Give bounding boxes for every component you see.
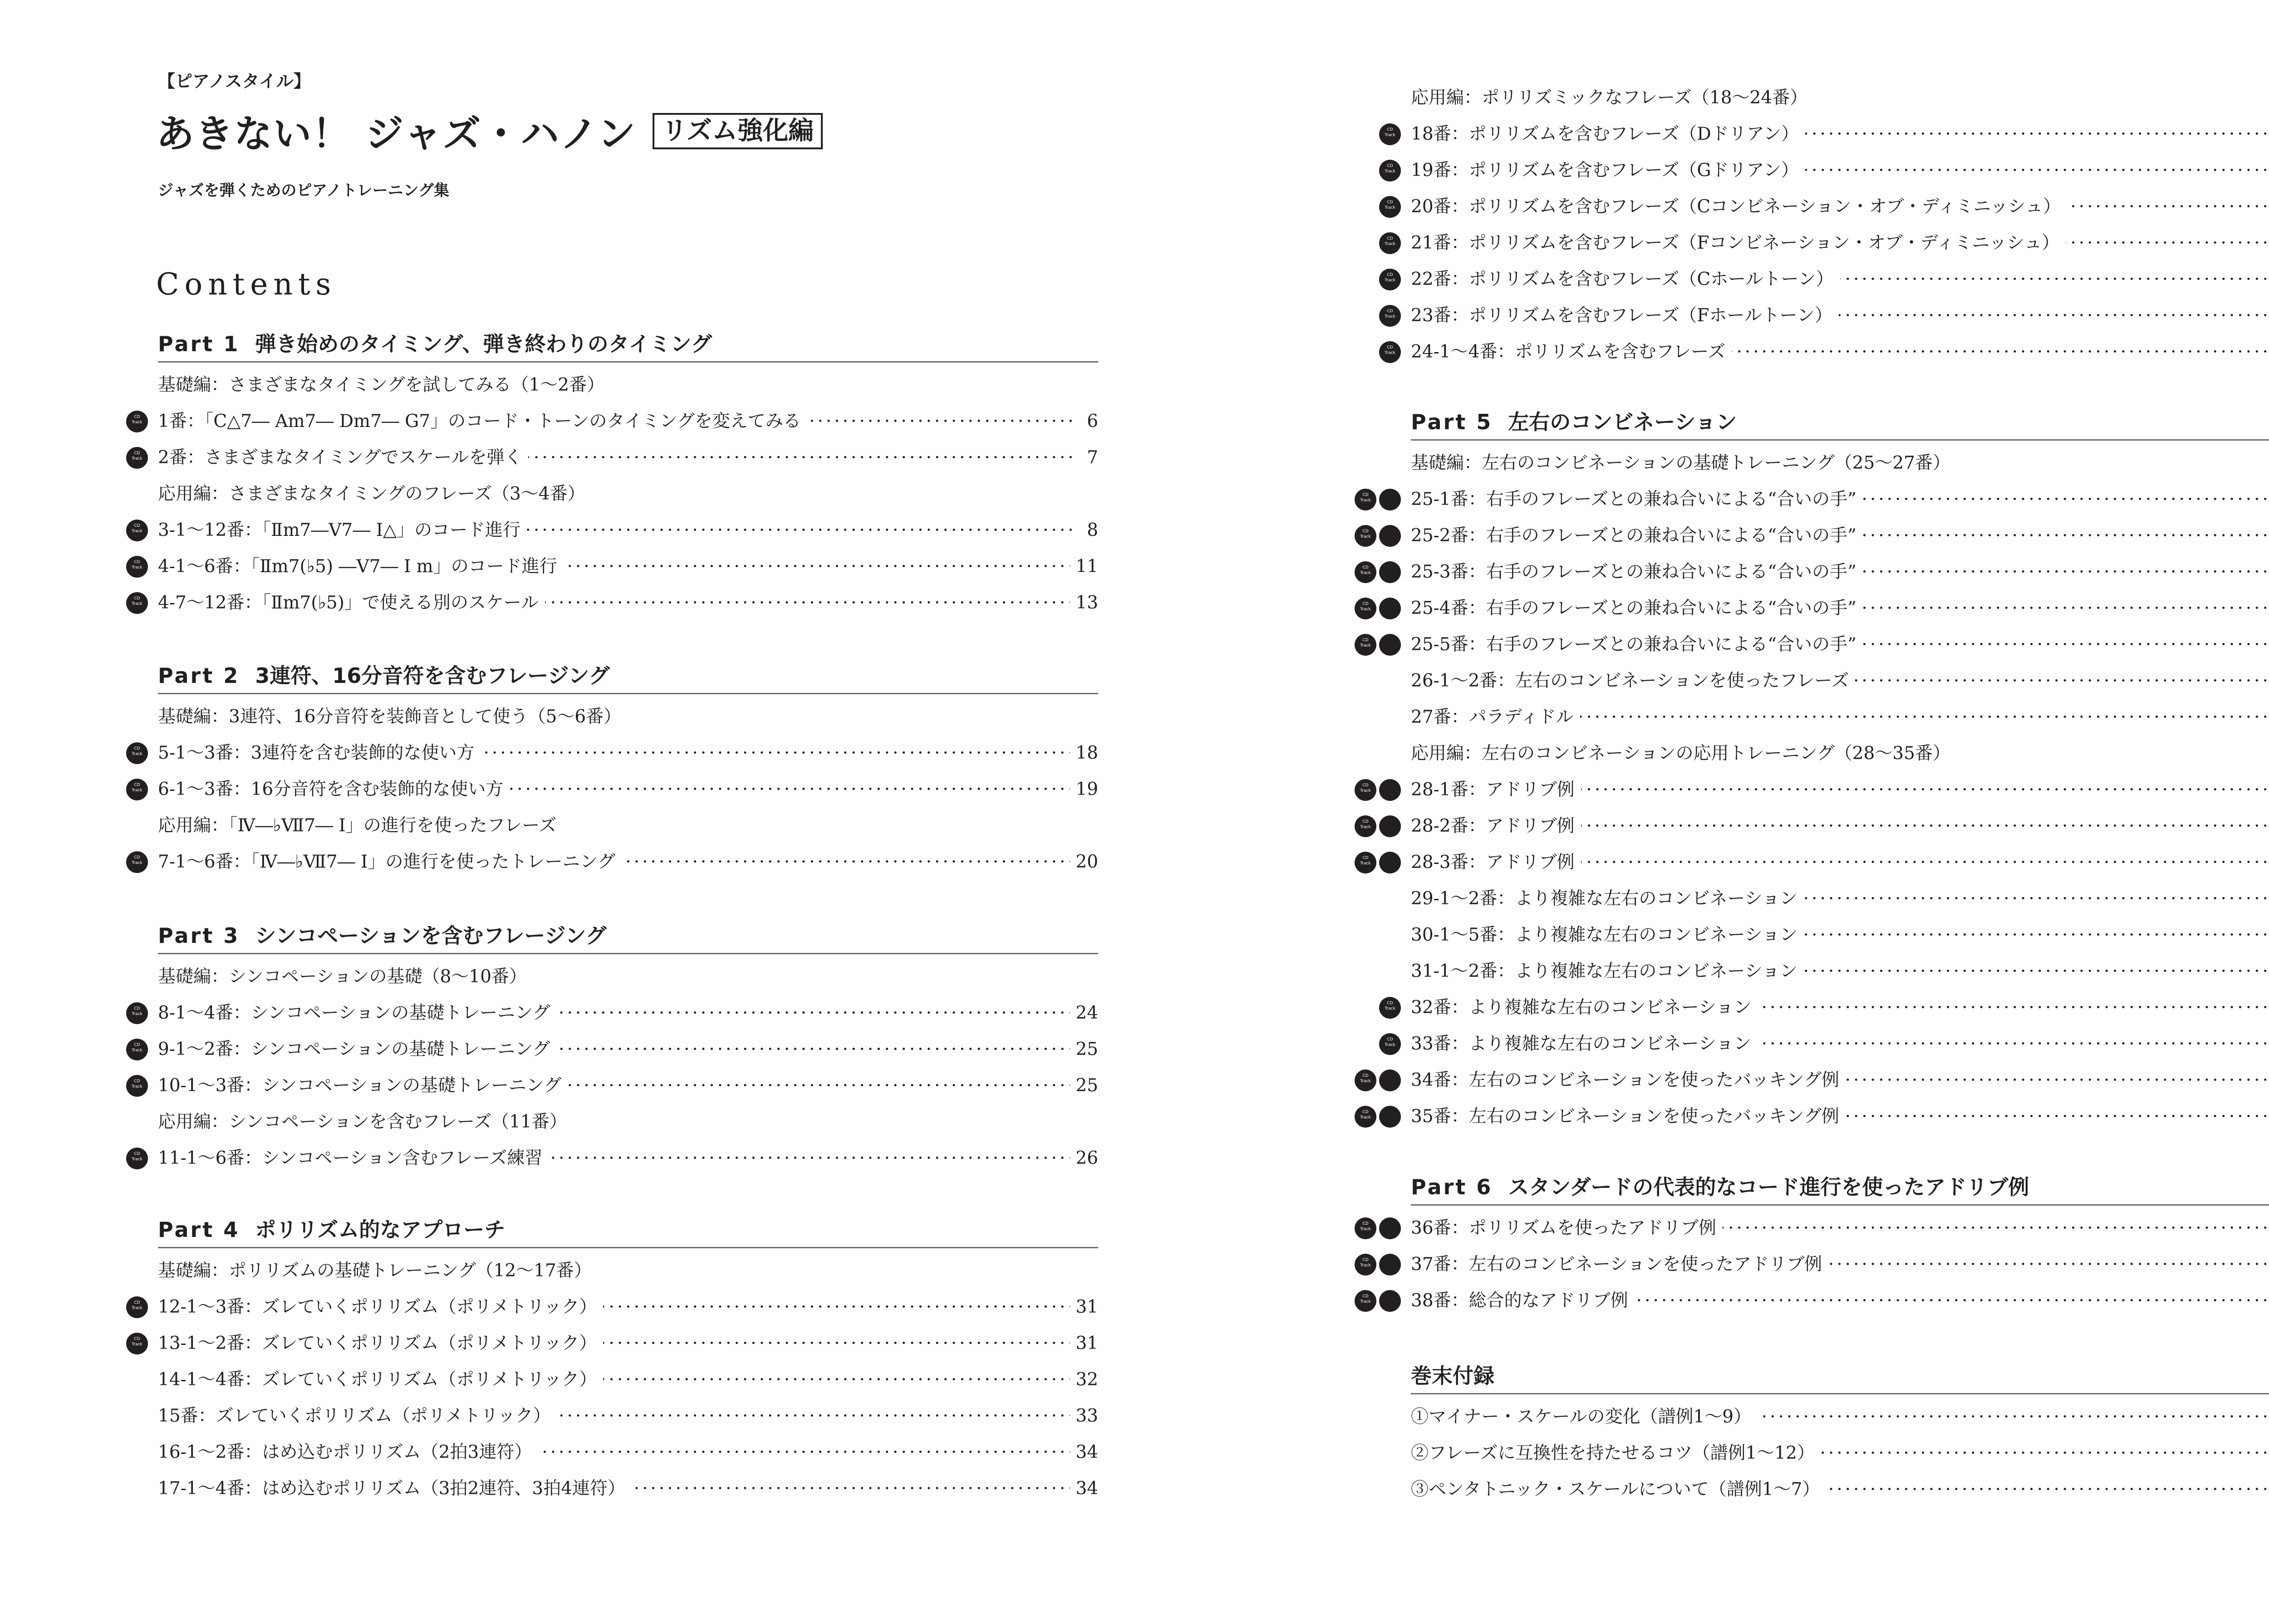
cd-track-icon [126,556,148,578]
toc-entry[interactable]: CD Track 1番：「C△7― Am7― Dm7― G7」のコード・トーンのタイミングを変えてみる ····· 6 [158,403,1098,440]
toc-subheading: 応用編：シンコペーションを含むフレーズ（11番） [158,1112,567,1132]
toc-list [158,959,1098,1177]
toc-entry[interactable]: CD Track 9-1〜2番：シンコペーションの基礎トレーニング ····· 25 [158,1031,1098,1068]
toc-entry[interactable]: 31-1〜2番：より複雑な左右のコンビネーション ····· [1411,953,2269,990]
toc-entry[interactable]: CD Track 25-1番：右手のフレーズとの兼ね合いによる“合いの手” ····· [1411,481,2269,518]
toc-entry[interactable]: 14-1〜4番：ズレていくポリリズム（ポリメトリック） ····· 32 [158,1362,1098,1398]
cd-track-icon [126,411,148,432]
cd-track-icon [1355,815,1376,837]
part-title: シンコペーションを含むフレージング [255,923,607,948]
page-number: 25 [1070,1068,1098,1104]
appendix-title: 巻末付録 [1411,1364,1494,1388]
page-number: 26 [1070,1140,1098,1177]
part-number: Part 3 [158,923,240,948]
cd-track-icon [1355,1070,1376,1091]
title-row [156,103,823,158]
cd-track-icon [126,520,148,541]
toc-entry[interactable]: CD Track 21番：ポリリズムを含むフレーズ（Fコンビネーション・オブ・ディミニッシュ） ····· [1411,225,2269,261]
toc-entry[interactable]: CD Track 25-5番：右手のフレーズとの兼ね合いによる“合いの手” ····· [1411,627,2269,663]
appendix-section [1411,1361,2269,1508]
toc-entry[interactable]: 15番：ズレていくポリリズム（ポリメトリック） ····· 33 [158,1398,1098,1434]
right-page [1217,0,2269,1624]
toc-subheading: 応用編：ポリリズミックなフレーズ（18〜24番） [1411,88,1808,108]
toc-entry[interactable]: CD Track 12-1〜3番：ズレていくポリリズム（ポリメトリック） ····· 31 [158,1289,1098,1325]
toc-list [158,1253,1098,1507]
cd-track-icon [126,1148,148,1169]
toc-entry[interactable]: CD Track 25-3番：右手のフレーズとの兼ね合いによる“合いの手” ····· [1411,554,2269,590]
toc-entry[interactable]: CD Track 6-1〜3番：16分音符を含む装飾的な使い方 ····· 19 [158,771,1098,808]
toc-subheading: 基礎編：さまざまなタイミングを試してみる（1〜2番） [158,375,605,395]
cd-track-icon [1355,779,1376,801]
part3-section [158,921,1098,1177]
cd-track-icon [1355,1290,1376,1312]
part1-section [158,329,1098,621]
appendix-heading [1411,1361,2269,1394]
part-number: Part 6 [1411,1175,1493,1199]
part-title: ポリリズム的なアプローチ [255,1217,506,1242]
page-number: 33 [1070,1398,1098,1434]
toc-entry[interactable]: CD Track 23番：ポリリズムを含むフレーズ（Fホールトーン） ····· [1411,298,2269,334]
part-number: Part 1 [158,332,240,356]
toc-entry[interactable]: 26-1〜2番：左右のコンビネーションを使ったフレーズ ····· [1411,663,2269,699]
page-number: 13 [1070,585,1098,621]
book-title: あきない！ ジャズ・ハノン [156,112,637,156]
toc-subheading: 基礎編：左右のコンビネーションの基礎トレーニング（25〜27番） [1411,453,1950,473]
toc-entry[interactable]: 17-1〜4番：はめ込むポリリズム（3拍2連符、3拍4連符） ····· 34 [158,1471,1098,1507]
part-heading [158,1215,1098,1248]
toc-list [1411,1399,2269,1508]
toc-subheading: 応用編：「Ⅳ―♭Ⅶ7― I」の進行を使ったフレーズ [158,815,557,836]
cd-track-icon [1355,489,1376,510]
part-title: 左右のコンビネーション [1508,410,1737,434]
cd-track-icon [1379,1033,1401,1055]
toc-entry[interactable]: 29-1〜2番：より複雑な左右のコンビネーション ····· [1411,881,2269,917]
cd-track-icon [126,592,148,614]
toc-list [158,367,1098,621]
part-heading [158,661,1098,694]
cd-track-icon [126,742,148,764]
toc-entry[interactable]: CD Track 4-7〜12番：「Ⅱm7(♭5)」で使える別のスケール ····· 13 [158,585,1098,621]
toc-entry[interactable]: ②フレーズに互換性を持たせるコツ（譜例1〜12） ····· [1411,1435,2269,1472]
cd-track-icon [1379,123,1401,145]
toc-entry[interactable]: CD Track 35番：左右のコンビネーションを使ったバッキング例 ····· [1411,1099,2269,1135]
toc-entry[interactable]: CD Track 37番：左右のコンビネーションを使ったアドリブ例 ····· [1411,1246,2269,1283]
cd-track-icon [126,1002,148,1024]
cd-track-icon [1355,525,1376,547]
cd-track-icon [126,851,148,873]
page-number: 34 [1070,1434,1098,1471]
page-number: 20 [1070,844,1098,880]
toc-entry[interactable]: CD Track 13-1〜2番：ズレていくポリリズム（ポリメトリック） ····· 31 [158,1325,1098,1362]
cd-track-icon [126,779,148,800]
toc-entry[interactable]: ③ペンタトニック・スケールについて（譜例1〜7） ····· [1411,1472,2269,1508]
cd-track-icon [1379,196,1401,218]
part-heading [158,921,1098,954]
toc-entry[interactable]: 27番：パラディドル ····· [1411,699,2269,736]
page-number: 25 [1070,1031,1098,1068]
cd-track-icon [1379,997,1401,1019]
part-number: Part 4 [158,1217,240,1242]
part-number: Part 2 [158,663,240,688]
page-number: 24 [1070,995,1098,1031]
cd-track-icon [1355,598,1376,619]
cd-track-icon [1355,634,1376,656]
left-page [0,0,1134,1624]
edition-badge: リズム強化編 [653,113,823,149]
toc-entry[interactable]: 16-1〜2番：はめ込むポリリズム（2拍3連符） ····· 34 [158,1434,1098,1471]
toc-entry[interactable]: CD Track 28-2番：アドリブ例 ····· [1411,808,2269,844]
toc-subheading: 基礎編：3連符、16分音符を装飾音として使う（5〜6番） [158,707,622,727]
toc-entry[interactable]: CD Track 2番：さまざまなタイミングでスケールを弾く ····· 7 [158,440,1098,476]
cd-track-icon [1355,1254,1376,1276]
part2-section [158,661,1098,880]
page-number: 11 [1070,549,1098,585]
toc-entry[interactable]: CD Track 38番：総合的なアドリブ例 ····· [1411,1283,2269,1319]
page-number: 31 [1070,1289,1098,1325]
toc-entry[interactable]: CD Track 32番：より複雑な左右のコンビネーション ····· [1411,990,2269,1026]
toc-entry[interactable]: CD Track 19番：ポリリズムを含むフレーズ（Gドリアン） ····· [1411,152,2269,189]
toc-entry[interactable]: CD Track 11-1〜6番：シンコペーション含むフレーズ練習 ····· 26 [158,1140,1098,1177]
cd-track-icon [1355,561,1376,583]
part-number: Part 5 [1411,410,1493,434]
toc-entry[interactable]: CD Track 10-1〜3番：シンコペーションの基礎トレーニング ····· 25 [158,1068,1098,1104]
page-number: 19 [1070,771,1098,808]
page-number: 32 [1070,1362,1098,1398]
part4-continued [1411,80,2269,370]
page-number: 8 [1081,512,1098,549]
toc-entry[interactable]: CD Track 25-2番：右手のフレーズとの兼ね合いによる“合いの手” ····· [1411,518,2269,554]
toc-entry[interactable]: CD Track 20番：ポリリズムを含むフレーズ（Cコンビネーション・オブ・ディミニッシュ） ····· [1411,189,2269,225]
cd-track-icon [1355,1106,1376,1128]
cd-track-icon [1379,305,1401,327]
toc-entry[interactable]: CD Track 4-1〜6番：「Ⅱm7(♭5) ―V7― I m」のコード進行 ····· 11 [158,549,1098,585]
part-title: 弾き始めのタイミング、弾き終わりのタイミング [255,332,712,356]
toc-entry[interactable]: CD Track 8-1〜4番：シンコペーションの基礎トレーニング ····· 24 [158,995,1098,1031]
part-title: 3連符、16分音符を含むフレージング [255,663,610,688]
toc-list [1411,80,2269,370]
toc-entry[interactable]: CD Track 28-3番：アドリブ例 ····· [1411,844,2269,881]
toc-entry[interactable]: CD Track 24-1〜4番：ポリリズムを含むフレーズ ····· [1411,334,2269,370]
series-label: 【ピアノスタイル】 [158,71,311,91]
toc-entry[interactable]: CD Track 22番：ポリリズムを含むフレーズ（Cホールトーン） ····· [1411,261,2269,298]
page-number: 6 [1081,403,1098,440]
cd-track-icon [1379,160,1401,182]
cd-track-icon [126,447,148,469]
cd-track-icon [1379,341,1401,363]
cd-track-icon [1355,1217,1376,1239]
toc-list [1411,1210,2269,1319]
part-heading [1411,407,2269,441]
page-number: 34 [1070,1471,1098,1507]
part6-section [1411,1173,2269,1319]
part5-section [1411,407,2269,1135]
toc-subheading: 応用編：さまざまなタイミングのフレーズ（3〜4番） [158,484,585,504]
cd-track-icon [126,1075,148,1097]
toc-entry[interactable]: CD Track 3-1〜12番：「Ⅱm7―V7― I△」のコード進行 ····· 8 [158,512,1098,549]
toc-subheading: 応用編：左右のコンビネーションの応用トレーニング（28〜35番） [1411,743,1950,764]
part-title: スタンダードの代表的なコード進行を使ったアドリブ例 [1508,1175,2029,1199]
toc-entry[interactable]: CD Track 7-1〜6番：「Ⅳ―♭Ⅶ7― I」の進行を使ったトレーニング ····· 20 [158,844,1098,880]
cd-track-icon [1379,269,1401,290]
page-number: 7 [1081,440,1098,476]
toc-entry[interactable]: CD Track 33番：より複雑な左右のコンビネーション ····· [1411,1026,2269,1062]
part-heading [158,329,1098,363]
cd-track-icon [1379,232,1401,254]
toc-entry[interactable]: CD Track 5-1〜3番：3連符を含む装飾的な使い方 ····· 18 [158,735,1098,771]
book-subtitle: ジャズを弾くためのピアノトレーニング集 [158,182,449,200]
toc-subheading: 基礎編：シンコペーションの基礎（8〜10番） [158,967,527,987]
cd-track-icon [1355,852,1376,873]
toc-list [158,699,1098,880]
toc-entry[interactable]: CD Track 18番：ポリリズムを含むフレーズ（Dドリアン） ····· [1411,116,2269,152]
page-number: 31 [1070,1325,1098,1362]
cd-track-icon [126,1333,148,1354]
part-heading [1411,1173,2269,1206]
toc-list [1411,445,2269,1135]
contents-heading: Contents [156,267,337,302]
toc-entry[interactable]: CD Track 34番：左右のコンビネーションを使ったバッキング例 ····· [1411,1062,2269,1099]
toc-entry[interactable]: CD Track 28-1番：アドリブ例 ····· [1411,772,2269,808]
part4-section [158,1215,1098,1507]
toc-entry[interactable]: 30-1〜5番：より複雑な左右のコンビネーション ····· [1411,917,2269,953]
toc-entry[interactable]: CD Track 25-4番：右手のフレーズとの兼ね合いによる“合いの手” ····· [1411,590,2269,627]
cd-track-icon [126,1296,148,1318]
toc-subheading: 基礎編：ポリリズムの基礎トレーニング（12〜17番） [158,1261,592,1281]
toc-entry[interactable]: ①マイナー・スケールの変化（譜例1〜9） ····· [1411,1399,2269,1435]
toc-entry[interactable]: CD Track 36番：ポリリズムを使ったアドリブ例 ····· [1411,1210,2269,1246]
page-number: 18 [1070,735,1098,771]
cd-track-icon [126,1039,148,1060]
